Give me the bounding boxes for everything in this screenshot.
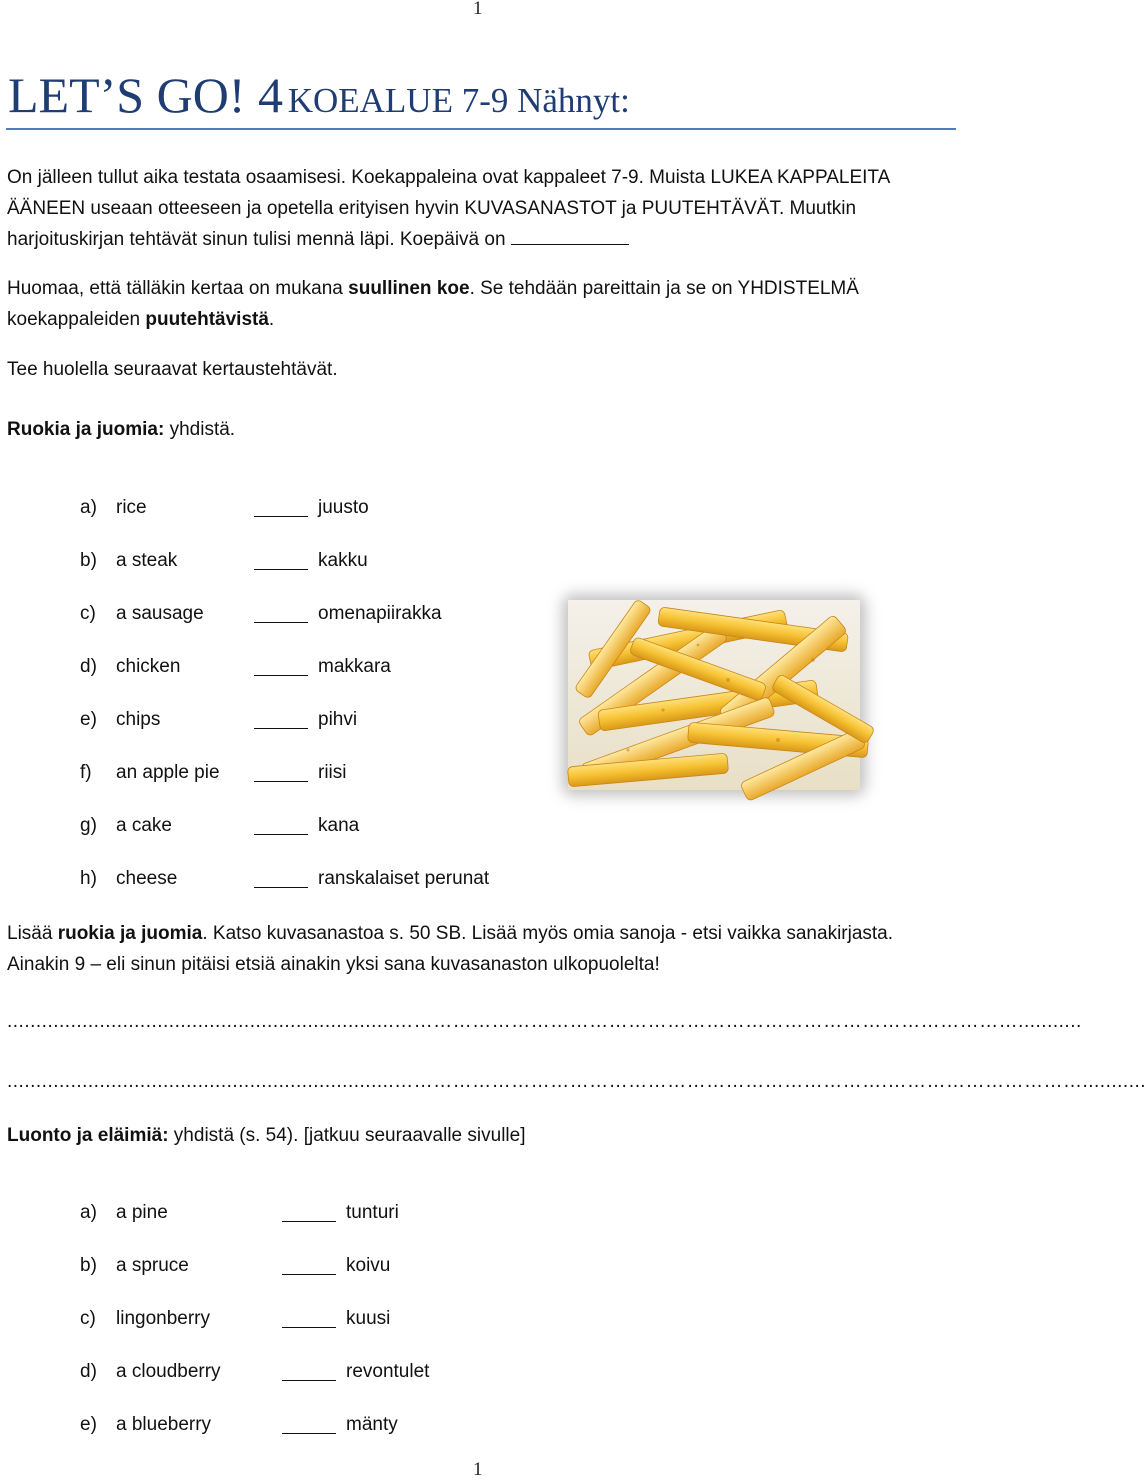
title-sub: KOEALUE 7-9 Nähnyt:: [287, 81, 630, 120]
answer-blank[interactable]: [282, 1327, 336, 1328]
item-letter: c): [80, 1308, 96, 1329]
answer-blank[interactable]: [254, 622, 308, 623]
french-fries-photo: [568, 600, 860, 790]
oral-exam-line-1: [7, 273, 947, 304]
finnish-word: ranskalaiset perunat: [318, 868, 490, 889]
item-letter: b): [80, 1255, 97, 1276]
english-word: a spruce: [116, 1255, 189, 1276]
item-letter: e): [80, 1414, 97, 1435]
item-letter: e): [80, 709, 97, 730]
oral-exam-line-2: [7, 304, 947, 335]
answer-blank[interactable]: [282, 1221, 336, 1222]
more-food-paragraph: [7, 918, 947, 980]
food-heading: [7, 414, 947, 445]
item-letter: a): [80, 1202, 97, 1223]
english-word: chips: [116, 709, 161, 730]
english-word: a blueberry: [116, 1414, 212, 1435]
page-number-bottom: 1: [473, 1459, 483, 1480]
english-word: a steak: [116, 550, 178, 571]
intro-line-2: ÄÄNEEN useaan otteeseen ja opetella erityisen hyvin KUVASANASTOT ja PUUTEHTÄVÄT. Muutkin: [7, 198, 857, 219]
more-food-line-2: Ainakin 9 – eli sinun pitäisi etsiä ainakin yksi sana kuvasanaston ulkopuolelta!: [7, 954, 660, 975]
english-word: rice: [116, 497, 147, 518]
title-main: LET’S GO! 4: [8, 67, 283, 123]
answer-blank[interactable]: [254, 887, 308, 888]
intro-line-3-text: harjoituskirjan tehtävät sinun tulisi mennä läpi. Koepäivä on: [7, 229, 506, 250]
english-word: chicken: [116, 656, 181, 677]
more-food-text-1: Lisää: [7, 923, 58, 944]
intro-paragraph: [7, 162, 947, 255]
page-number-top: 1: [473, 0, 483, 19]
finnish-word: koivu: [346, 1255, 391, 1276]
finnish-word: makkara: [318, 656, 391, 677]
nature-heading: [7, 1120, 947, 1151]
instruction: Tee huolella seuraavat kertaustehtävät.: [7, 359, 338, 380]
answer-dotted-line-2[interactable]: ...................................................................………………………………………………………………….…………………………...........: [7, 1071, 1146, 1092]
finnish-word: kana: [318, 815, 360, 836]
answer-blank[interactable]: [282, 1433, 336, 1434]
finnish-word: tunturi: [346, 1202, 399, 1223]
item-letter: d): [80, 656, 97, 677]
finnish-word: omenapiirakka: [318, 603, 442, 624]
answer-blank[interactable]: [254, 675, 308, 676]
answer-blank[interactable]: [282, 1274, 336, 1275]
finnish-word: mänty: [346, 1414, 398, 1435]
english-word: lingonberry: [116, 1308, 210, 1329]
title-rule: [6, 128, 956, 130]
oral-text-1: Huomaa, että tälläkin kertaa on mukana: [7, 278, 349, 299]
english-word: a sausage: [116, 603, 204, 624]
answer-blank[interactable]: [254, 834, 308, 835]
food-heading-rest: yhdistä.: [164, 419, 236, 440]
english-word: an apple pie: [116, 762, 220, 783]
oral-bold-2: puutehtävistä: [145, 309, 269, 330]
oral-text-3: koekappaleiden: [7, 309, 146, 330]
intro-line-1: On jälleen tullut aika testata osaamisesi. Koekappaleina ovat kappaleet 7-9. Muista LUKEA KAPPALEITA: [7, 167, 891, 188]
answer-blank[interactable]: [282, 1380, 336, 1381]
answer-blank[interactable]: [254, 569, 308, 570]
english-word: cheese: [116, 868, 178, 889]
finnish-word: kakku: [318, 550, 368, 571]
intro-line-3: [7, 224, 947, 255]
item-letter: f): [80, 762, 92, 783]
food-heading-bold: Ruokia ja juomia:: [7, 419, 165, 440]
english-word: a cloudberry: [116, 1361, 221, 1382]
item-letter: b): [80, 550, 97, 571]
english-word: a pine: [116, 1202, 168, 1223]
item-letter: c): [80, 603, 96, 624]
answer-blank[interactable]: [254, 516, 308, 517]
finnish-word: kuusi: [346, 1308, 391, 1329]
item-letter: d): [80, 1361, 97, 1382]
answer-blank[interactable]: [254, 728, 308, 729]
item-letter: g): [80, 815, 97, 836]
oral-text-2: . Se tehdään pareittain ja se on YHDISTELMÄ: [469, 278, 859, 299]
oral-exam-paragraph: [7, 273, 947, 335]
finnish-word: riisi: [318, 762, 347, 783]
more-food-text-2: . Katso kuvasanastoa s. 50 SB. Lisää myös omia sanoja - etsi vaikka sanakirjasta.: [202, 923, 894, 944]
page-title: [8, 66, 630, 124]
more-food-bold: ruokia ja juomia: [57, 923, 203, 944]
item-letter: h): [80, 868, 97, 889]
more-food-line-1: [7, 918, 947, 949]
nature-heading-rest: yhdistä (s. 54). [jatkuu seuraavalle sivulle]: [168, 1125, 526, 1146]
oral-text-4: .: [268, 309, 275, 330]
nature-heading-bold: Luonto ja eläimiä:: [7, 1125, 169, 1146]
finnish-word: revontulet: [346, 1361, 430, 1382]
finnish-word: pihvi: [318, 709, 358, 730]
oral-bold-1: suullinen koe: [348, 278, 470, 299]
finnish-word: juusto: [318, 497, 369, 518]
exam-date-blank[interactable]: [511, 226, 629, 245]
answer-dotted-line-1[interactable]: ...................................................................……………………………………………………………………………………...........: [7, 1011, 1082, 1032]
english-word: a cake: [116, 815, 172, 836]
answer-blank[interactable]: [254, 781, 308, 782]
item-letter: a): [80, 497, 97, 518]
